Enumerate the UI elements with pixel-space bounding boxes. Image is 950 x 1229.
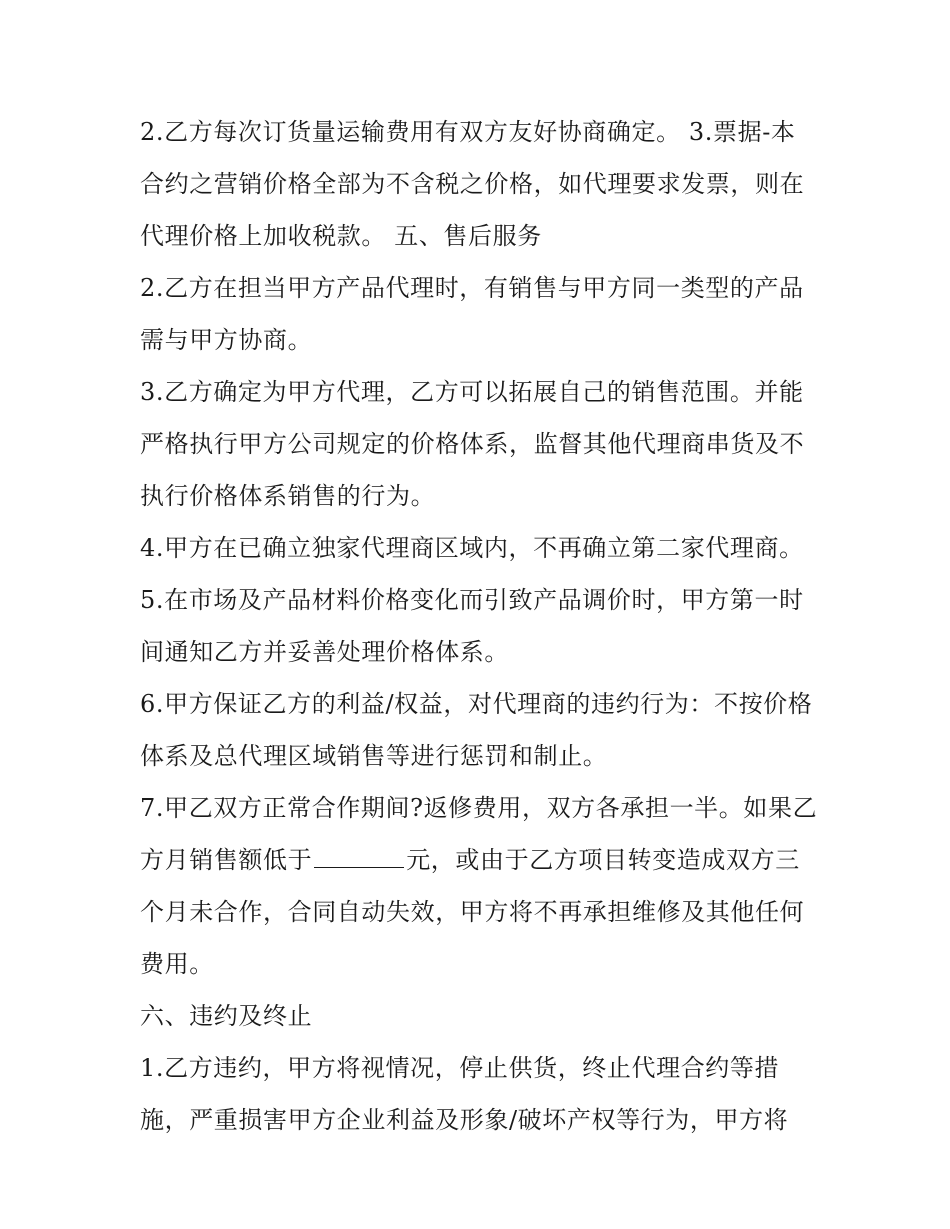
repair-costs-text-after: 元，或由于乙方项目转变造成双方三个月未合作，合同自动失效，甲方将不再承担维修及其他任何费用。: [140, 846, 805, 978]
document-body: [140, 106, 820, 1146]
paragraph-price-adjustment: 5.在市场及产品材料价格变化而引致产品调价时，甲方第一时间通知乙方并妥善处理价格体系。: [140, 586, 804, 666]
paragraph-repair-costs: [140, 782, 820, 990]
sales-amount-blank: [314, 843, 404, 868]
paragraph-exclusive-region: 4.甲方在已确立独家代理商区域内，不再确立第二家代理商。: [140, 534, 804, 562]
paragraph-sales-range: 3.乙方确定为甲方代理，乙方可以拓展自己的销售范围。并能严格执行甲方公司规定的价格体系，监督其他代理商串货及不执行价格体系销售的行为。: [140, 378, 805, 510]
paragraph-same-type-products: 2.乙方在担当甲方产品代理时，有销售与甲方同一类型的产品需与甲方协商。: [140, 274, 804, 354]
paragraph-delivery-and-invoice: 2.乙方每次订货量运输费用有双方友好协商确定。 3.票据-本合约之营销价格全部为不含税之价格，如代理要求发票，则在代理价格上加收税款。 五、售后服务: [140, 118, 805, 250]
paragraph-breach-termination: 1.乙方违约，甲方将视情况，停止供货，终止代理合约等措施，严重损害甲方企业利益及形象/破坏产权等行为，甲方将: [140, 1054, 789, 1134]
section-six-heading: 六、违约及终止: [140, 1002, 313, 1030]
repair-costs-text-before: 7.甲乙双方正常合作期间?返修费用，双方各承担一半。如果乙方月销售额低于: [140, 794, 818, 874]
paragraph-interest-protection: 6.甲方保证乙方的利益/权益，对代理商的违约行为：不按价格体系及总代理区域销售等进行惩罚和制止。: [140, 690, 813, 770]
